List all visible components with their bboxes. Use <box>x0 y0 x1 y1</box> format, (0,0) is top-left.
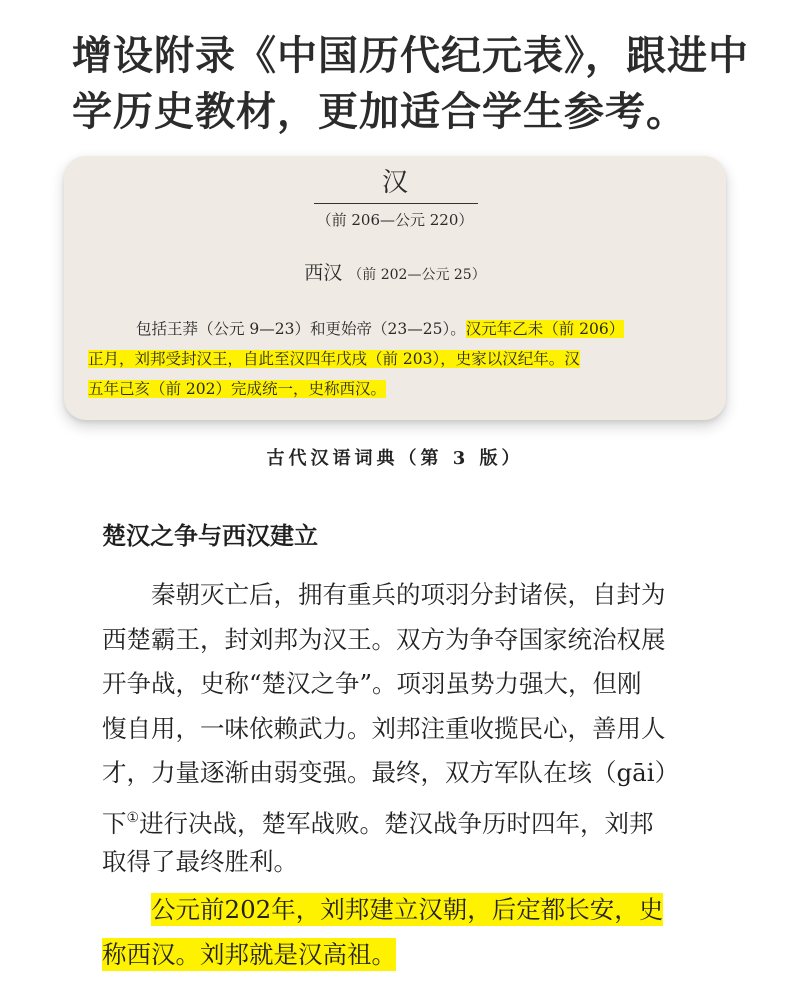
entry-highlight-text: 汉元年乙未（前 206） <box>465 320 625 338</box>
paragraph-1 <box>102 573 712 885</box>
sub-dynasty-date-range: （前 202—公元 25） <box>348 267 486 283</box>
dictionary-entry-text <box>88 314 708 404</box>
paragraph-line: 开争战，史称“楚汉之争”。项羽虽势力强大，但刚 <box>102 669 642 698</box>
footnote-marker: ① <box>126 809 140 826</box>
entry-line-2 <box>88 344 708 374</box>
entry-line-3 <box>88 374 708 404</box>
paragraph-line: 才，力量逐渐由弱变强。最终，双方军队在垓（gāi） <box>102 758 680 787</box>
paragraph-text: 进行决战，楚军战败。楚汉战争历时四年，刘邦 <box>139 808 654 838</box>
sub-dynasty-heading <box>64 259 726 289</box>
source-caption: 古代汉语词典（第 3 版） <box>266 448 524 469</box>
section-title: 楚汉之争与西汉建立 <box>102 521 318 550</box>
entry-highlight-text: 正月，刘邦受封汉王，自此至汉四年戊戌（前 203），史家以汉纪年。汉 <box>88 350 580 368</box>
paragraph-line: 取得了最终胜利。 <box>102 847 298 876</box>
sub-dynasty-title: 西汉 <box>304 262 343 284</box>
paragraph-line <box>102 933 712 978</box>
highlighted-text: 公元前202年，刘邦建立汉朝，后定都长安，史 <box>151 895 664 924</box>
headline-line-1: 增设附录《中国历代纪元表》，跟进中 <box>72 33 749 79</box>
paragraph-line <box>102 888 712 933</box>
entry-plain-text: 包括王莽（公元 9—23）和更始帝（23—25）。 <box>136 320 466 338</box>
paragraph-text: 下 <box>102 808 127 838</box>
paragraph-line: 西楚霸王，封刘邦为汉王。双方为争夺国家统治权展 <box>102 624 666 654</box>
paragraph-line: 秦朝灭亡后，拥有重兵的项羽分封诸侯，自封为 <box>151 580 666 609</box>
paragraph-line <box>102 796 712 841</box>
promo-headline <box>72 28 752 140</box>
dynasty-date-range: （前 206—公元 220） <box>316 211 474 229</box>
headline-line-2: 学历史教材，更加适合学生参考。 <box>72 89 687 135</box>
title-divider <box>314 203 478 204</box>
entry-highlight-text: 五年己亥（前 202）完成统一，史称西汉。 <box>88 380 387 398</box>
paragraph-line: 愎自用，一味依赖武力。刘邦注重收揽民心，善用人 <box>102 713 666 743</box>
paragraph-2-highlighted <box>102 888 712 977</box>
entry-line-1 <box>88 314 708 344</box>
highlighted-text: 称西汉。刘邦就是汉高祖。 <box>102 939 396 969</box>
dynasty-title: 汉 <box>381 168 408 198</box>
dictionary-excerpt-card <box>64 156 726 420</box>
